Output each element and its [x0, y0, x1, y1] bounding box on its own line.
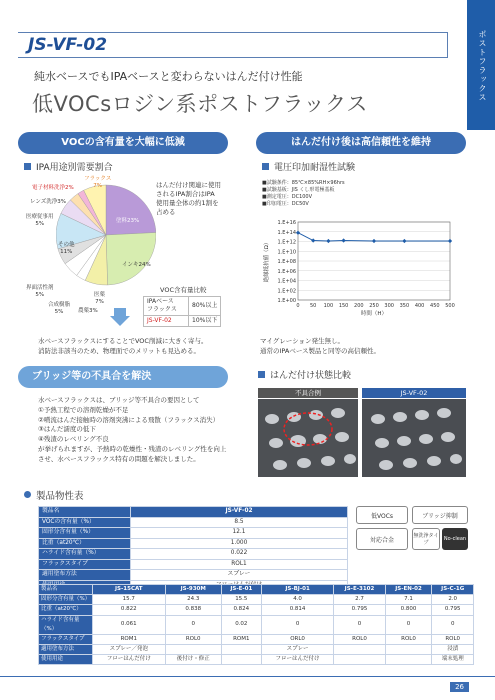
comparison-cell: 0.795 [432, 605, 474, 615]
x-axis-label: 時間（H） [360, 311, 388, 317]
comparison-header-row [39, 585, 474, 595]
comparison-cell: ROL0 [385, 634, 432, 644]
series-point [402, 239, 406, 243]
ipa-pie-chart [56, 180, 156, 300]
comparison-cell [385, 644, 432, 654]
footer [0, 676, 495, 700]
comparison-cell: 2.7 [334, 595, 385, 605]
model-name: JS-VF-02 [28, 35, 108, 55]
comparison-header-cell: JS-930M [165, 585, 221, 595]
comparison-cell: フラックスタイプ [39, 634, 93, 644]
comparison-cell: ROM1 [93, 634, 166, 644]
y-tick-label: 1.E+04 [277, 278, 296, 285]
graph-subtitle: 電圧印加耐湿性試験 [274, 163, 356, 173]
comparison-cell: ORL0 [261, 634, 334, 644]
no-clean-type-badge [412, 528, 440, 550]
pie-label: 医療従事用 5% [26, 214, 54, 227]
comparison-cell: 0 [165, 615, 221, 634]
comparison-row [39, 615, 474, 634]
test-conditions [262, 180, 345, 208]
props-key: VOCの含有量（%） [39, 517, 131, 528]
props-value: 0.022 [131, 549, 348, 560]
comparison-cell: 15.5 [221, 595, 261, 605]
props-value: 8.5 [131, 517, 348, 528]
section-reliability-title: はんだ付け後は高信頼性を維持 [256, 132, 466, 154]
ipa-note: はんだ付け関連に使用 されるIPA割合はIPA 使用量全体の約1割を 占める [156, 181, 221, 216]
props-value: 1.000 [131, 538, 348, 549]
photo-header-product: JS-VF-02 [362, 388, 466, 398]
reliability-body: マイグレーション発生無し。 通常のIPAベース製品と同等の高信頼性。 [260, 337, 381, 355]
y-tick-label: 1.E+00 [277, 298, 296, 304]
comparison-cell: 0.822 [93, 605, 166, 615]
comparison-cell: 適用塗布方法 [39, 644, 93, 654]
comparison-header-cell: JS-E-3102 [334, 585, 385, 595]
pie-label: 塗料23% [116, 218, 140, 224]
comparison-cell: 後付け・修正 [165, 654, 221, 664]
y-tick-label: 1.E+16 [277, 220, 296, 226]
comparison-cell: ハライド含有量（%） [39, 615, 93, 634]
bridge-body: 水ベースフラックスは、ブリッジ等不具合の要因として ①予熱工程での溶剤乾燥が不足 ②噴流はんだ接触時の溶剤突沸による飛散（フラックス消失） ③はんだ濡度の低下 ④残渣のレベリング不良 が挙げられますが、予熱時の乾燥性・残渣のレベリング性を向上 させ、水ベースフラックス特有の問題を解決しました。 [38, 396, 227, 463]
y-axis-label: 絶縁抵抗値（Ω） [264, 239, 270, 283]
comparison-cell: 7.1 [385, 595, 432, 605]
comparison-cell: 0.795 [334, 605, 385, 615]
comparison-cell [221, 644, 261, 654]
bridge-suppress-badge [412, 506, 468, 524]
comparison-cell [165, 644, 221, 654]
props-row [39, 549, 348, 560]
comparison-cell [334, 654, 385, 664]
pie-label: 農薬3% [78, 308, 98, 314]
x-tick-label: 200 [354, 303, 364, 309]
voc-compare-table [143, 296, 221, 327]
props-row [39, 538, 348, 549]
section-bridge-title: ブリッジ等の不具合を解決 [18, 366, 228, 388]
series-point [311, 238, 315, 242]
props-key: 適用塗布方法 [39, 570, 131, 581]
comparison-row [39, 605, 474, 615]
comparison-cell: 2.0 [432, 595, 474, 605]
comparison-cell: ROL0 [432, 634, 474, 644]
props-value: ROL1 [131, 559, 348, 570]
badge-label: No-clean [443, 536, 467, 542]
pie-label: インキ24% [122, 262, 151, 268]
page-number: 26 [450, 682, 469, 692]
section-voc-title: VOCの含有量を大幅に低減 [18, 132, 228, 154]
comparison-row [39, 595, 474, 605]
props-key: 比重（at20℃） [39, 538, 131, 549]
x-tick-label: 500 [445, 303, 455, 309]
product-photo-image [362, 399, 466, 477]
compare-value: 80%以上 [189, 297, 221, 316]
comparison-cell: 0 [432, 615, 474, 634]
defect-photo [258, 399, 358, 477]
pie-slice [106, 233, 156, 285]
props-table [38, 506, 348, 591]
condition-line: ■試験基板：JIS くし形電極基板 [262, 187, 335, 193]
comparison-cell: 端末処理 [432, 654, 474, 664]
y-tick-label: 1.E+06 [277, 268, 296, 275]
bullet-square-icon [258, 371, 265, 378]
series-point [448, 239, 452, 243]
headline: 低VOCsロジン系ポストフラックス [32, 92, 368, 116]
props-key: ハライド含有量（%） [39, 549, 131, 560]
comparison-cell: フローはんだ付け [93, 654, 166, 664]
comparison-cell: 0.02 [221, 615, 261, 634]
props-row [39, 570, 348, 581]
comparison-cell: 0 [261, 615, 334, 634]
footer-rule [0, 676, 495, 677]
comparison-cell: 0.800 [385, 605, 432, 615]
alloy-badge [356, 528, 408, 550]
comparison-cell [385, 654, 432, 664]
x-tick-label: 0 [296, 303, 300, 309]
comparison-cell: 0 [385, 615, 432, 634]
props-bullet-icon [24, 491, 31, 498]
compare-title: VOC含有量比較 [160, 286, 207, 294]
comparison-row [39, 634, 474, 644]
pie-label: レンズ洗浄3% [30, 199, 66, 205]
pie-label: 医薬 7% [94, 292, 106, 305]
comparison-cell: フローはんだ付け [261, 654, 334, 664]
photo-subtitle: はんだ付け状態比較 [270, 371, 352, 381]
comparison-table [38, 584, 474, 665]
compare-label: JS-VF-02 [144, 316, 189, 327]
comparison-header-cell: JS-EN-02 [385, 585, 432, 595]
y-tick-label: 1.E+08 [277, 259, 296, 265]
x-tick-label: 250 [369, 303, 379, 309]
comparison-header-cell: JS-BJ-01 [261, 585, 334, 595]
comparison-cell: 0.814 [261, 605, 334, 615]
comparison-cell [334, 644, 385, 654]
condition-line: ■試験条件：85℃×85%RH×96hrs [262, 180, 345, 186]
comparison-cell: 使用用途 [39, 654, 93, 664]
photo-header-defect: 不具合例 [258, 388, 358, 398]
comparison-cell: ROL0 [334, 634, 385, 644]
compare-row [144, 297, 221, 316]
props-row [39, 559, 348, 570]
comparison-cell: 固形分含有量（%） [39, 595, 93, 605]
badge-label: ブリッジ抑制 [422, 512, 458, 520]
props-row [39, 528, 348, 539]
y-tick-label: 1.E+10 [277, 249, 296, 256]
no-clean-icon [442, 528, 468, 550]
model-header [18, 32, 448, 58]
props-row [39, 517, 348, 528]
comparison-cell: スプレー [261, 644, 334, 654]
comparison-cell: 0.838 [165, 605, 221, 615]
comparison-cell: 4.0 [261, 595, 334, 605]
voc-body: 水ベースフラックスにすることでVOC削減に大きく寄与。 消防法非該当のため、物理面でのメリットも見込める。 [38, 337, 208, 355]
y-tick-label: 1.E+12 [277, 239, 296, 246]
comparison-row [39, 644, 474, 654]
props-key: フラックスタイプ [39, 559, 131, 570]
comparison-header-cell: JS-E-01 [221, 585, 261, 595]
x-tick-label: 450 [430, 303, 440, 309]
props-value: JS-VF-02 [131, 507, 348, 518]
props-value: 12.1 [131, 528, 348, 539]
x-tick-label: 100 [323, 303, 334, 309]
comparison-header-cell: 製品名 [39, 585, 93, 595]
pie-slice [106, 185, 156, 235]
x-tick-label: 50 [310, 303, 317, 309]
series-point [372, 239, 376, 243]
badge-label: 低VOCs [370, 512, 394, 520]
comparison-cell: 0 [334, 615, 385, 634]
badge-label: 無洗浄タイプ [413, 533, 439, 546]
bullet-square-icon [24, 163, 31, 170]
props-key: 固形分含有量（%） [39, 528, 131, 539]
y-tick-label: 1.E+02 [277, 288, 296, 295]
comparison-cell: スプレー／発泡 [93, 644, 166, 654]
insulation-resistance-graph [258, 214, 466, 330]
side-tab-label: ポストフラックス [478, 30, 487, 102]
defect-photo-image [258, 399, 358, 477]
comparison-header-cell: JS-15CAT [93, 585, 166, 595]
comparison-cell: 24.3 [165, 595, 221, 605]
condition-line: ■測定電圧：DC100V [262, 194, 313, 200]
props-key: 製品名 [39, 507, 131, 518]
pie-label: 電子材料洗浄2% [32, 185, 74, 191]
y-tick-label: 1.E+14 [277, 229, 296, 236]
badge-label: 対応合金 [369, 536, 394, 544]
comparison-cell: 0.061 [93, 615, 166, 634]
bullet-square-icon [262, 163, 269, 170]
props-value: スプレー [131, 570, 348, 581]
x-tick-label: 350 [399, 303, 410, 309]
x-tick-label: 300 [384, 303, 394, 309]
comparison-header-cell: JS-C-1G [432, 585, 474, 595]
condition-line: ■印加電圧：DC50V [262, 201, 309, 207]
down-arrow-icon [110, 308, 130, 328]
pie-label: 界面活性剤 5% [26, 285, 54, 298]
comparison-cell: 0.824 [221, 605, 261, 615]
comparison-cell: 15.7 [93, 595, 166, 605]
product-photo [362, 399, 466, 477]
series-point [341, 238, 345, 242]
comparison-cell: 比重（at20℃） [39, 605, 93, 615]
low-voc-badge [356, 506, 408, 524]
x-tick-label: 150 [338, 303, 349, 309]
tagline: 純水ベースでもIPAベースと変わらないはんだ付け性能 [34, 70, 303, 83]
compare-row [144, 316, 221, 327]
pie-label: 合成樹脂 5% [48, 302, 71, 315]
props-row [39, 507, 348, 518]
pie-subtitle: IPA用途別需要割合 [36, 163, 113, 173]
comparison-row [39, 654, 474, 664]
compare-label: IPAベース フラックス [144, 297, 189, 316]
series-point [326, 239, 330, 243]
compare-value: 10%以下 [189, 316, 221, 327]
comparison-cell: ROL0 [165, 634, 221, 644]
comparison-cell: ROM1 [221, 634, 261, 644]
pie-label: その他 11% [58, 242, 75, 255]
series-point [296, 231, 300, 235]
x-tick-label: 400 [414, 303, 425, 309]
comparison-cell [221, 654, 261, 664]
props-title: 製品物性表 [36, 491, 84, 502]
pie-label: フラックス 7% [84, 176, 112, 189]
comparison-cell: 浸漬 [432, 644, 474, 654]
